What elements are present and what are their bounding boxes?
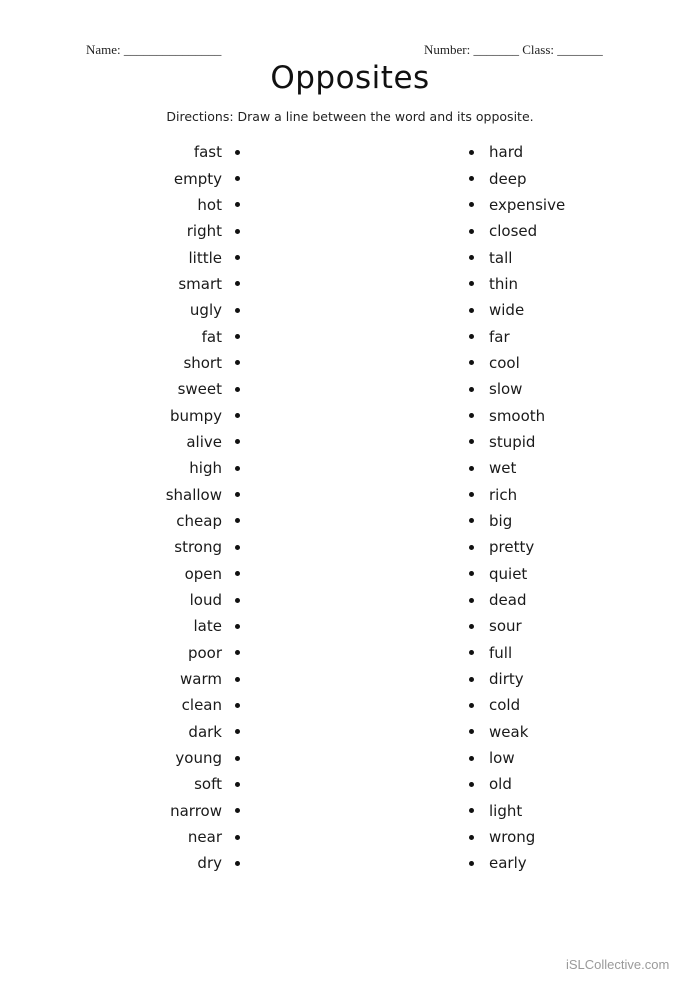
bullet-dot-icon[interactable]: [235, 334, 240, 339]
left-word: narrow: [170, 801, 222, 820]
right-word: deep: [489, 169, 527, 188]
bullet-dot-icon[interactable]: [235, 229, 240, 234]
left-word: soft: [194, 775, 222, 794]
right-word-row: [460, 244, 640, 270]
bullet-dot-icon[interactable]: [235, 492, 240, 497]
bullet-dot-icon[interactable]: [469, 150, 474, 155]
left-word-row: [100, 798, 240, 824]
directions-text: Directions: Draw a line between the word and its opposite.: [166, 109, 534, 124]
bullet-dot-icon[interactable]: [235, 413, 240, 418]
left-word-row: [100, 376, 240, 402]
bullet-dot-icon[interactable]: [235, 835, 240, 840]
right-word-row: [460, 824, 640, 850]
right-word-row: [460, 139, 640, 165]
bullet-dot-icon[interactable]: [469, 229, 474, 234]
left-word-row: [100, 192, 240, 218]
right-word-column: [460, 139, 640, 877]
right-word: hard: [489, 143, 524, 162]
left-word-row: [100, 640, 240, 666]
right-word: old: [489, 775, 512, 794]
bullet-dot-icon[interactable]: [235, 650, 240, 655]
left-word: poor: [187, 643, 222, 662]
left-word: dry: [197, 854, 222, 873]
bullet-dot-icon[interactable]: [469, 729, 474, 734]
left-word: clean: [181, 696, 222, 715]
bullet-dot-icon[interactable]: [469, 413, 474, 418]
left-word: warm: [180, 670, 222, 689]
right-word: dirty: [489, 670, 524, 689]
bullet-dot-icon[interactable]: [235, 360, 240, 365]
bullet-dot-icon[interactable]: [235, 861, 240, 866]
bullet-dot-icon[interactable]: [235, 808, 240, 813]
bullet-dot-icon[interactable]: [469, 202, 474, 207]
right-word-row: [460, 561, 640, 587]
bullet-dot-icon[interactable]: [469, 387, 474, 392]
left-word-row: [100, 323, 240, 349]
right-word-row: [460, 508, 640, 534]
bullet-dot-icon[interactable]: [469, 756, 474, 761]
right-word-row: [460, 271, 640, 297]
left-word: cheap: [176, 511, 222, 530]
right-word-row: [460, 640, 640, 666]
right-word: rich: [489, 485, 518, 504]
left-word-row: [100, 508, 240, 534]
left-word: hot: [197, 195, 222, 214]
right-word-row: [460, 587, 640, 613]
right-word: low: [489, 749, 515, 768]
right-word-row: [460, 165, 640, 191]
name-field: Name: _______________: [86, 42, 222, 57]
right-word: light: [489, 801, 523, 820]
watermark: iSLCollective.com: [566, 957, 670, 972]
bullet-dot-icon[interactable]: [235, 756, 240, 761]
left-word: right: [186, 222, 222, 241]
left-word: late: [193, 617, 222, 636]
right-word: expensive: [489, 195, 566, 214]
left-word-row: [100, 139, 240, 165]
left-word-row: [100, 271, 240, 297]
left-word-row: [100, 587, 240, 613]
right-word: wrong: [489, 828, 536, 847]
right-word: weak: [489, 722, 529, 741]
bullet-dot-icon[interactable]: [469, 808, 474, 813]
right-word-row: [460, 192, 640, 218]
bullet-dot-icon[interactable]: [235, 598, 240, 603]
bullet-dot-icon[interactable]: [235, 677, 240, 682]
left-word: smart: [178, 274, 222, 293]
left-word: little: [188, 248, 222, 267]
left-word-row: [100, 297, 240, 323]
right-word-row: [460, 297, 640, 323]
right-word-row: [460, 218, 640, 244]
left-word-row: [100, 244, 240, 270]
bullet-dot-icon[interactable]: [469, 703, 474, 708]
right-word: thin: [489, 274, 519, 293]
bullet-dot-icon[interactable]: [235, 782, 240, 787]
left-word-row: [100, 455, 240, 481]
bullet-dot-icon[interactable]: [469, 255, 474, 260]
bullet-dot-icon[interactable]: [469, 308, 474, 313]
right-word-row: [460, 481, 640, 507]
left-word: near: [187, 828, 222, 847]
right-word-row: [460, 719, 640, 745]
right-word: tall: [489, 248, 513, 267]
left-word-row: [100, 165, 240, 191]
bullet-dot-icon[interactable]: [235, 281, 240, 286]
right-word: full: [489, 643, 513, 662]
bullet-dot-icon[interactable]: [235, 518, 240, 523]
bullet-dot-icon[interactable]: [469, 492, 474, 497]
right-word-row: [460, 455, 640, 481]
right-word: smooth: [489, 406, 546, 425]
left-word: strong: [174, 538, 222, 557]
bullet-dot-icon[interactable]: [235, 703, 240, 708]
left-word-row: [100, 692, 240, 718]
right-word-row: [460, 745, 640, 771]
right-word-row: [460, 534, 640, 560]
left-word-row: [100, 824, 240, 850]
right-word: stupid: [489, 432, 536, 451]
bullet-dot-icon[interactable]: [469, 650, 474, 655]
right-word: wide: [489, 301, 525, 320]
bullet-dot-icon[interactable]: [469, 439, 474, 444]
bullet-dot-icon[interactable]: [469, 518, 474, 523]
left-word-row: [100, 613, 240, 639]
left-word-row: [100, 429, 240, 455]
left-word: shallow: [165, 485, 222, 504]
right-word: closed: [489, 222, 538, 241]
right-word-row: [460, 692, 640, 718]
left-word-row: [100, 771, 240, 797]
right-word: cool: [489, 353, 520, 372]
right-word-row: [460, 350, 640, 376]
right-word-row: [460, 798, 640, 824]
right-word-row: [460, 429, 640, 455]
left-word: fast: [193, 143, 222, 162]
bullet-dot-icon[interactable]: [235, 571, 240, 576]
bullet-dot-icon[interactable]: [469, 624, 474, 629]
bullet-dot-icon[interactable]: [235, 255, 240, 260]
left-word-row: [100, 850, 240, 876]
bullet-dot-icon[interactable]: [235, 176, 240, 181]
bullet-dot-icon[interactable]: [235, 545, 240, 550]
bullet-dot-icon[interactable]: [469, 545, 474, 550]
bullet-dot-icon[interactable]: [235, 466, 240, 471]
bullet-dot-icon[interactable]: [235, 202, 240, 207]
left-word-row: [100, 350, 240, 376]
left-word-row: [100, 218, 240, 244]
left-word-row: [100, 666, 240, 692]
right-word: far: [489, 327, 510, 346]
bullet-dot-icon[interactable]: [235, 624, 240, 629]
bullet-dot-icon[interactable]: [235, 150, 240, 155]
bullet-dot-icon[interactable]: [469, 782, 474, 787]
bullet-dot-icon[interactable]: [469, 281, 474, 286]
right-word: slow: [489, 380, 523, 399]
bullet-dot-icon[interactable]: [469, 677, 474, 682]
right-word: quiet: [489, 564, 528, 583]
right-word-row: [460, 376, 640, 402]
left-word: bumpy: [169, 406, 222, 425]
right-word-row: [460, 323, 640, 349]
bullet-dot-icon[interactable]: [469, 360, 474, 365]
right-word-row: [460, 850, 640, 876]
left-word-row: [100, 534, 240, 560]
right-word-row: [460, 402, 640, 428]
right-word: dead: [489, 591, 527, 610]
left-word-row: [100, 402, 240, 428]
bullet-dot-icon[interactable]: [469, 466, 474, 471]
left-word: sweet: [177, 380, 222, 399]
left-word: fat: [201, 327, 222, 346]
left-word: loud: [189, 591, 222, 610]
right-word-row: [460, 613, 640, 639]
right-word: big: [489, 511, 513, 530]
left-word-row: [100, 719, 240, 745]
left-word: short: [183, 353, 222, 372]
bullet-dot-icon[interactable]: [469, 334, 474, 339]
bullet-dot-icon[interactable]: [235, 308, 240, 313]
bullet-dot-icon[interactable]: [235, 387, 240, 392]
left-word: young: [175, 749, 222, 768]
left-word: open: [184, 564, 222, 583]
right-word: sour: [489, 617, 522, 636]
bullet-dot-icon[interactable]: [469, 598, 474, 603]
bullet-dot-icon[interactable]: [469, 861, 474, 866]
right-word: early: [489, 854, 527, 873]
left-word: alive: [186, 432, 222, 451]
bullet-dot-icon[interactable]: [235, 439, 240, 444]
worksheet-title: Opposites: [270, 60, 430, 96]
left-word: empty: [173, 169, 222, 188]
number-class-fields: Number: _______ Class: _______: [424, 42, 603, 57]
bullet-dot-icon[interactable]: [469, 835, 474, 840]
bullet-dot-icon[interactable]: [469, 176, 474, 181]
right-word-row: [460, 666, 640, 692]
right-word: cold: [489, 696, 521, 715]
left-word-column: [100, 139, 240, 877]
left-word-row: [100, 481, 240, 507]
left-word-row: [100, 745, 240, 771]
bullet-dot-icon[interactable]: [235, 729, 240, 734]
right-word: pretty: [489, 538, 535, 557]
right-word: wet: [489, 459, 517, 478]
left-word: dark: [188, 722, 222, 741]
left-word: ugly: [189, 301, 222, 320]
right-word-row: [460, 771, 640, 797]
bullet-dot-icon[interactable]: [469, 571, 474, 576]
left-word-row: [100, 561, 240, 587]
left-word: high: [189, 459, 222, 478]
